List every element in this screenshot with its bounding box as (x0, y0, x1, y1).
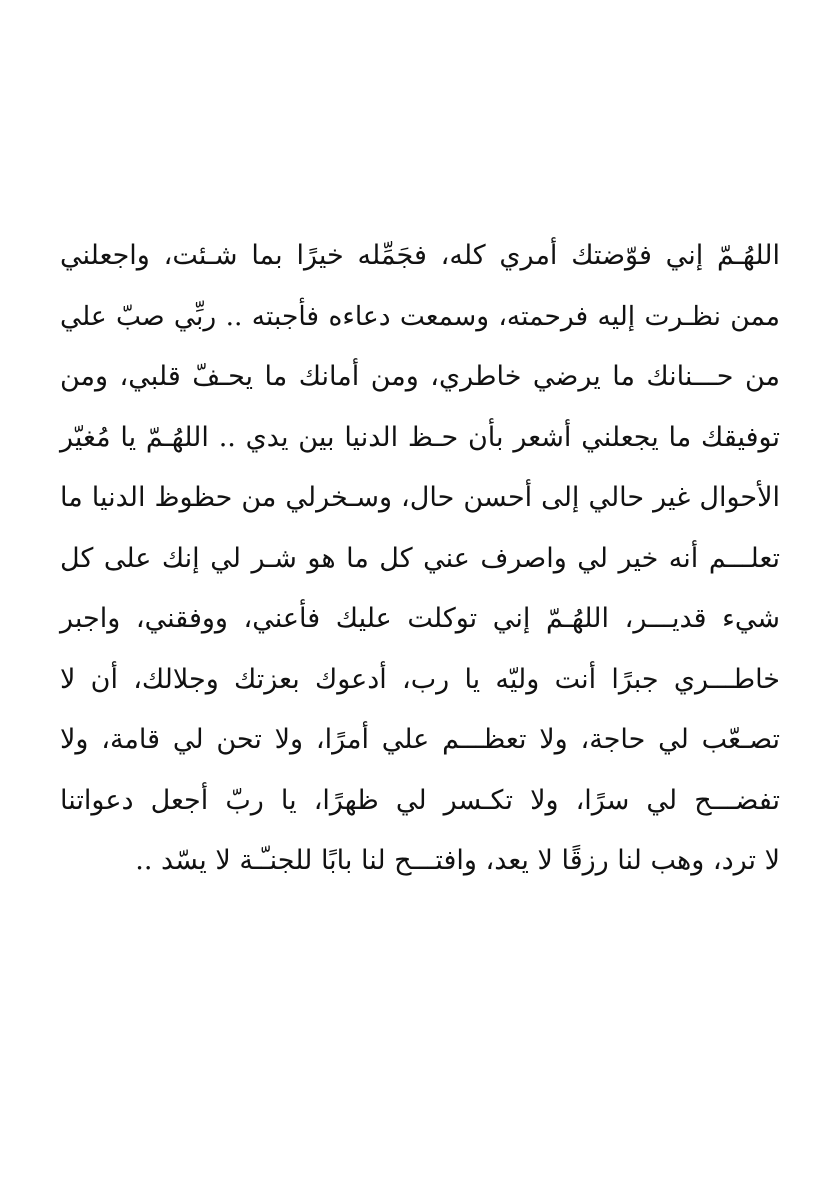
text-line-7: شيء قديـــر، اللهُـمّ إني توكلت عليك فأعني، ووفقني، واجبر (60, 603, 780, 634)
text-line-2: ممن نظـرت إليه فرحمته، وسمعت دعاءه فأجبته .. ربِّي صبّ علي (60, 300, 780, 332)
prayer-text-block (60, 226, 780, 892)
text-line-11: لا ترد، وهب لنا رزقًا لا يعد، وافتـــح لنا بابًا للجنـّـة لا يسّد .. (135, 845, 780, 876)
text-line-5: الأحوال غير حالي إلى أحسن حال، وسـخرلي من حظوظ الدنيا ما (60, 482, 780, 513)
text-line-10: تفضـــح لي سرًا، ولا تكـسر لي ظهرًا، يا ربّ أجعل دعواتنا (60, 784, 780, 816)
text-line-9: تصـعّب لي حاجة، ولا تعظـــم علي أمرًا، ولا تحن لي قامة، ولا (60, 724, 780, 755)
text-line-8: خاطـــري جبرًا أنت وليّه يا رب، أدعوك بعزتك وجلالك، أن لا (60, 663, 780, 695)
text-line-4: توفيقك ما يجعلني أشعر بأن حـظ الدنيا بين يدي .. اللهُـمّ يا مُغيّر (60, 421, 780, 453)
text-line-1: اللهُـمّ إني فوّضتك أمري كله، فجَمِّله خيرًا بما شـئت، واجعلني (60, 240, 780, 271)
text-line-3: من حـــنانك ما يرضي خاطري، ومن أمانك ما يحـفّ قلبي، ومن (60, 361, 780, 392)
text-line-6: تعلـــم أنه خير لي واصرف عني كل ما هو شـر لي إنك على كل (60, 542, 780, 574)
